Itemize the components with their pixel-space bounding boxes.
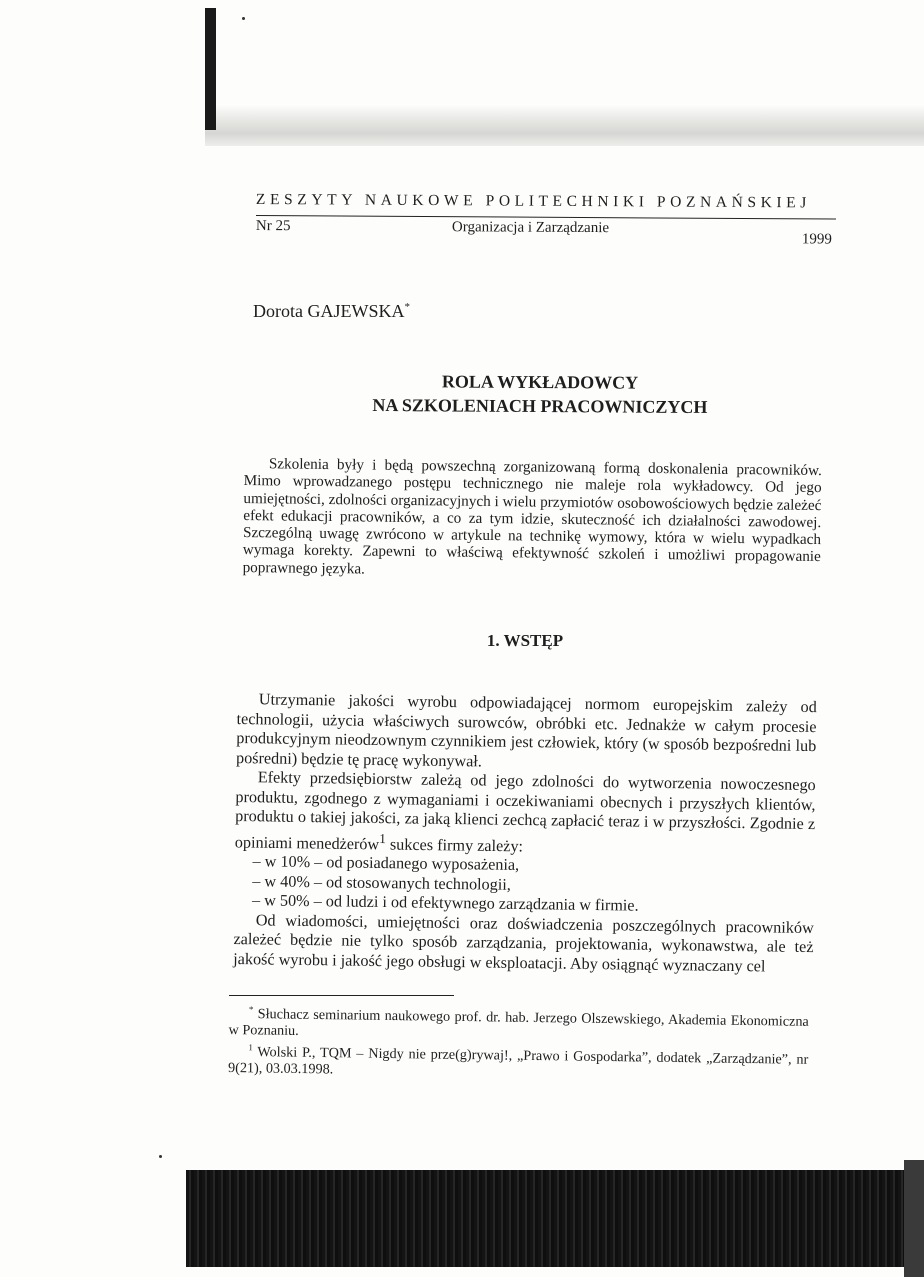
list-item: – w 50% – od ludzi i od efektywnego zarządzania w firmie. [251, 891, 639, 916]
footnotes [228, 1001, 809, 1085]
journal-name: ZESZYTY NAUKOWE POLITECHNIKI POZNAŃSKIEJ [255, 191, 811, 212]
author-name: Dorota GAJEWSKA [253, 301, 405, 321]
author-line [253, 301, 410, 322]
body-paragraph-3: Od wiadomości, umiejętności oraz doświadczenia poszczególnych pracowników zależeć będzie nie tylko sposób zarządzania, projektowania, wykonawstwa, ale też jakość wyrobu i jakość jego obsługi w eksploatacji. Aby osiągnąć wyznaczany cel [233, 911, 814, 976]
footnote-text: Słuchacz seminarium naukowego prof. dr. hab. Jerzego Olszewskiego, Akademia Ekonomiczna w Poznaniu. [228, 1006, 809, 1040]
footnote-rule [229, 995, 454, 996]
section-heading: 1. WSTĘP [486, 631, 564, 650]
body-paragraph-1: Utrzymanie jakości wyrobu odpowiadającej normom europejskim zależy od technologii, użycia właściwych surowców, obróbki etc. Jednakże w całym procesie produkcyjnym nieodzownym czynnikiem jest człowiek, który (w sposób bezpośredni lub pośredni) będzie tę pracę wykonywał. [235, 690, 817, 770]
issue-year: 1999 [801, 231, 832, 248]
footnote-ref-1: 1 [379, 830, 387, 846]
abstract [243, 455, 822, 583]
title-line-1: ROLA WYKŁADOWCY [441, 371, 639, 393]
issue-number: Nr 25 [255, 218, 291, 235]
footnote-1 [228, 1039, 808, 1085]
footnote-text: Wolski P., TQM – Nigdy nie prze(g)rywaj!, „Prawo i Gospodarka”, dodatek „Zarządzanie”, nr 9(21), 03.03.1998. [227, 1043, 809, 1078]
abstract-paragraph: Szkolenia były i będą powszechną zorganizowaną formą doskonalenia pracowników. Mimo wprowadzanego postępu technicznego nie maleje rola wykładowcy. Od jego umiejętności, zdolności organizacyjnych i wielu przymiotów osobowościowych będzie zależeć efekt edukacji pracowników, a co za tym idzie, skuteczność ich działalności zawodowej. Szczególną uwagę zwrócono w artykule na technikę wymowy, która w wielu wypadkach wymaga korekty. Zapewni to właściwą efektywność szkoleń i umożliwi propagowanie poprawnego języka. [242, 455, 822, 578]
scan-shadow-top [205, 104, 924, 146]
list-item: – w 40% – od stosowanych technologii, [252, 872, 511, 894]
scan-edge-right [904, 1160, 924, 1277]
body-paragraph-2-text: Efekty przedsiębiorstw zależą od jego zdolności do wytworzenia nowoczesnego produktu, zgodnego z wymaganiami i oczekiwaniami obecnych i przyszłych klientów, produktu o takiej jakości, za jaką klienci zechcą zapłacić teraz i w przyszłości. Zgodnie z opiniami menedżerów [234, 768, 816, 853]
body-text [233, 690, 817, 977]
scan-shadow-bottom [186, 1170, 924, 1267]
success-factors-list [234, 852, 815, 919]
author-footnote-mark: * [404, 301, 410, 313]
footnote-mark: * [248, 1004, 254, 1015]
footnote-mark: 1 [248, 1042, 253, 1053]
article-title [300, 369, 780, 420]
scan-edge-bar [205, 8, 216, 130]
body-paragraph-2-end: sukces firmy zależy: [385, 834, 524, 855]
scan-speck [159, 1155, 162, 1158]
scan-speck [242, 17, 245, 20]
body-paragraph-2 [235, 768, 816, 860]
title-line-2: NA SZKOLENIACH PRACOWNICZYCH [372, 394, 708, 418]
list-item: – w 10% – od posiadanego wyposażenia, [252, 852, 520, 875]
series-section: Organizacja i Zarządzanie [451, 219, 610, 237]
